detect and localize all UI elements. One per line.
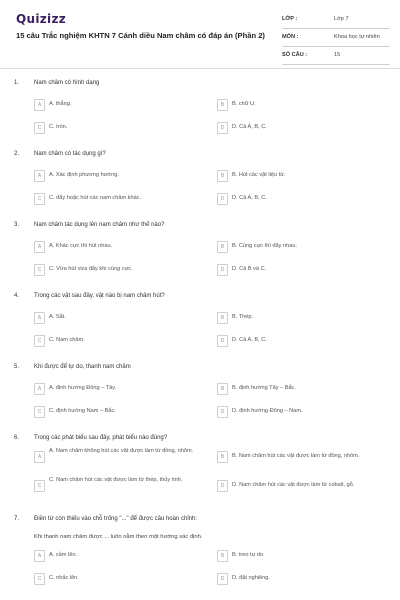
option-b[interactable]: [217, 241, 387, 253]
option-letter-badge: D: [217, 264, 228, 276]
option-b[interactable]: [217, 170, 387, 182]
option-text: B. Hút các vật liệu từ.: [232, 172, 286, 178]
option-c[interactable]: [34, 478, 204, 490]
option-letter-badge: C: [34, 480, 45, 492]
question-text: Khi được để tự do, thanh nam châm: [34, 364, 131, 370]
option-letter-badge: A: [34, 383, 45, 395]
option-a[interactable]: [34, 99, 204, 111]
option-letter-badge: A: [34, 312, 45, 324]
question-number: 1.: [14, 80, 20, 86]
option-letter-badge: A: [34, 550, 45, 562]
quizizz-logo: Quizizz: [16, 12, 67, 26]
option-b[interactable]: [217, 550, 387, 562]
option-text: D. Cả A, B, C.: [232, 124, 267, 130]
option-letter-badge: C: [34, 406, 45, 418]
option-text: B. Thép.: [232, 314, 254, 320]
worksheet-header: [0, 0, 400, 66]
option-letter-badge: B: [217, 312, 228, 324]
option-d[interactable]: [217, 573, 387, 585]
option-letter-badge: B: [217, 451, 228, 463]
question-3: [0, 216, 400, 287]
option-text: C. nhấc lên.: [49, 575, 79, 581]
option-text: C. Nam châm.: [49, 337, 85, 343]
option-letter-badge: B: [217, 550, 228, 562]
meta-table: [282, 11, 390, 65]
option-text: A. Sắt.: [49, 314, 66, 320]
option-letter-badge: D: [217, 193, 228, 205]
option-d[interactable]: [217, 480, 387, 492]
question-7: [0, 510, 400, 596]
option-b[interactable]: [217, 312, 387, 324]
option-letter-badge: D: [217, 406, 228, 418]
option-text: D. đặt nghiêng.: [232, 575, 270, 581]
option-text: A. cầm lên.: [49, 552, 77, 558]
question-list: [0, 74, 400, 596]
option-a[interactable]: [34, 241, 204, 253]
option-a[interactable]: [34, 550, 204, 562]
option-letter-badge: C: [34, 193, 45, 205]
option-a[interactable]: [34, 170, 204, 182]
option-letter-badge: C: [34, 573, 45, 585]
option-c[interactable]: [34, 193, 204, 205]
option-d[interactable]: [217, 406, 387, 418]
meta-row-subject: [282, 29, 390, 47]
option-text: C. tròn.: [49, 124, 68, 130]
question-number: 5.: [14, 364, 20, 370]
option-letter-badge: D: [217, 335, 228, 347]
question-number: 2.: [14, 151, 20, 157]
option-letter-badge: B: [217, 170, 228, 182]
option-text: B. định hướng Tây – Bắc.: [232, 385, 296, 391]
option-text: B. Cùng cực thì đẩy nhau.: [232, 243, 298, 249]
meta-row-class: [282, 11, 390, 29]
meta-label: LỚP :: [282, 16, 298, 22]
question-6: [0, 429, 400, 510]
question-number: 3.: [14, 222, 20, 228]
option-c[interactable]: [34, 573, 204, 585]
option-text: A. Nam châm không hút các vật được làm từ đồng, nhôm.: [49, 448, 194, 454]
option-text: B. treo tự do.: [232, 552, 265, 558]
question-text: Nam châm tác dụng lên nam châm như thế nào?: [34, 222, 165, 228]
option-text: C. định hướng Nam – Bắc.: [49, 408, 116, 414]
option-text: C. Nam châm hút các vật được làm từ thép, thủy tinh.: [49, 477, 183, 483]
question-text: Trong các vật sau đây, vật nào bị nam châm hút?: [34, 293, 165, 299]
header-divider: [0, 68, 400, 69]
worksheet-title: 15 câu Trắc nghiệm KHTN 7 Cánh diều Nam châm có đáp án (Phần 2): [16, 31, 265, 40]
question-1: [0, 74, 400, 145]
option-c[interactable]: [34, 122, 204, 134]
option-letter-badge: B: [217, 383, 228, 395]
question-text: Nam châm có tác dụng gì?: [34, 151, 106, 157]
option-letter-badge: D: [217, 480, 228, 492]
option-text: C. Vừa hút vừa đẩy khi cùng cực.: [49, 266, 133, 272]
option-text: A. định hướng Đông – Tây.: [49, 385, 117, 391]
option-letter-badge: D: [217, 122, 228, 134]
meta-value: Khoa học tự nhiên: [334, 34, 380, 40]
option-text: D. Cả A, B, C.: [232, 195, 267, 201]
option-text: B. chữ U.: [232, 101, 256, 107]
option-a[interactable]: [34, 449, 204, 461]
option-text: B. Nam châm hút các vật được làm từ đồng, nhôm.: [232, 453, 360, 459]
question-number: 7.: [14, 516, 20, 522]
meta-value: Lớp 7: [334, 16, 349, 22]
question-subtext: Khi thanh nam châm được ... luôn nằm theo một hướng xác định.: [34, 534, 203, 540]
option-c[interactable]: [34, 406, 204, 418]
option-text: D. Cả B và C.: [232, 266, 267, 272]
meta-row-count: [282, 47, 390, 65]
option-letter-badge: A: [34, 451, 45, 463]
option-letter-badge: A: [34, 99, 45, 111]
option-a[interactable]: [34, 383, 204, 395]
option-d[interactable]: [217, 193, 387, 205]
option-text: D. định hướng Đông – Nam.: [232, 408, 303, 414]
option-a[interactable]: [34, 312, 204, 324]
option-b[interactable]: [217, 451, 387, 463]
question-5: [0, 358, 400, 429]
option-c[interactable]: [34, 264, 204, 276]
option-letter-badge: B: [217, 99, 228, 111]
option-d[interactable]: [217, 122, 387, 134]
option-b[interactable]: [217, 383, 387, 395]
question-4: [0, 287, 400, 358]
option-text: D. Cả A, B, C.: [232, 337, 267, 343]
option-d[interactable]: [217, 264, 387, 276]
option-letter-badge: C: [34, 264, 45, 276]
meta-label: SỐ CÂU :: [282, 52, 308, 58]
question-number: 6.: [14, 435, 20, 441]
option-text: C. đẩy hoặc hút các nam châm khác.: [49, 195, 142, 201]
meta-label: MÔN :: [282, 34, 299, 40]
option-text: A. Khác cực thì hút nhau.: [49, 243, 113, 249]
option-letter-badge: A: [34, 241, 45, 253]
meta-value: 15: [334, 52, 341, 58]
option-text: A. thẳng.: [49, 101, 72, 107]
option-b[interactable]: [217, 99, 387, 111]
option-letter-badge: B: [217, 241, 228, 253]
option-c[interactable]: [34, 335, 204, 347]
question-text: Trong các phát biểu sau đây, phát biểu nào đúng?: [34, 435, 168, 441]
option-letter-badge: C: [34, 335, 45, 347]
option-text: D. Nam châm hút các vật được làm từ cobalt, gỗ.: [232, 482, 355, 488]
option-letter-badge: A: [34, 170, 45, 182]
option-text: A. Xác định phương hướng.: [49, 172, 119, 178]
question-text: Điền từ còn thiếu vào chỗ trống "..." để được câu hoàn chỉnh:: [34, 516, 197, 522]
question-2: [0, 145, 400, 216]
option-letter-badge: D: [217, 573, 228, 585]
question-number: 4.: [14, 293, 20, 299]
question-text: Nam châm có hình dạng: [34, 80, 100, 86]
option-d[interactable]: [217, 335, 387, 347]
option-letter-badge: C: [34, 122, 45, 134]
